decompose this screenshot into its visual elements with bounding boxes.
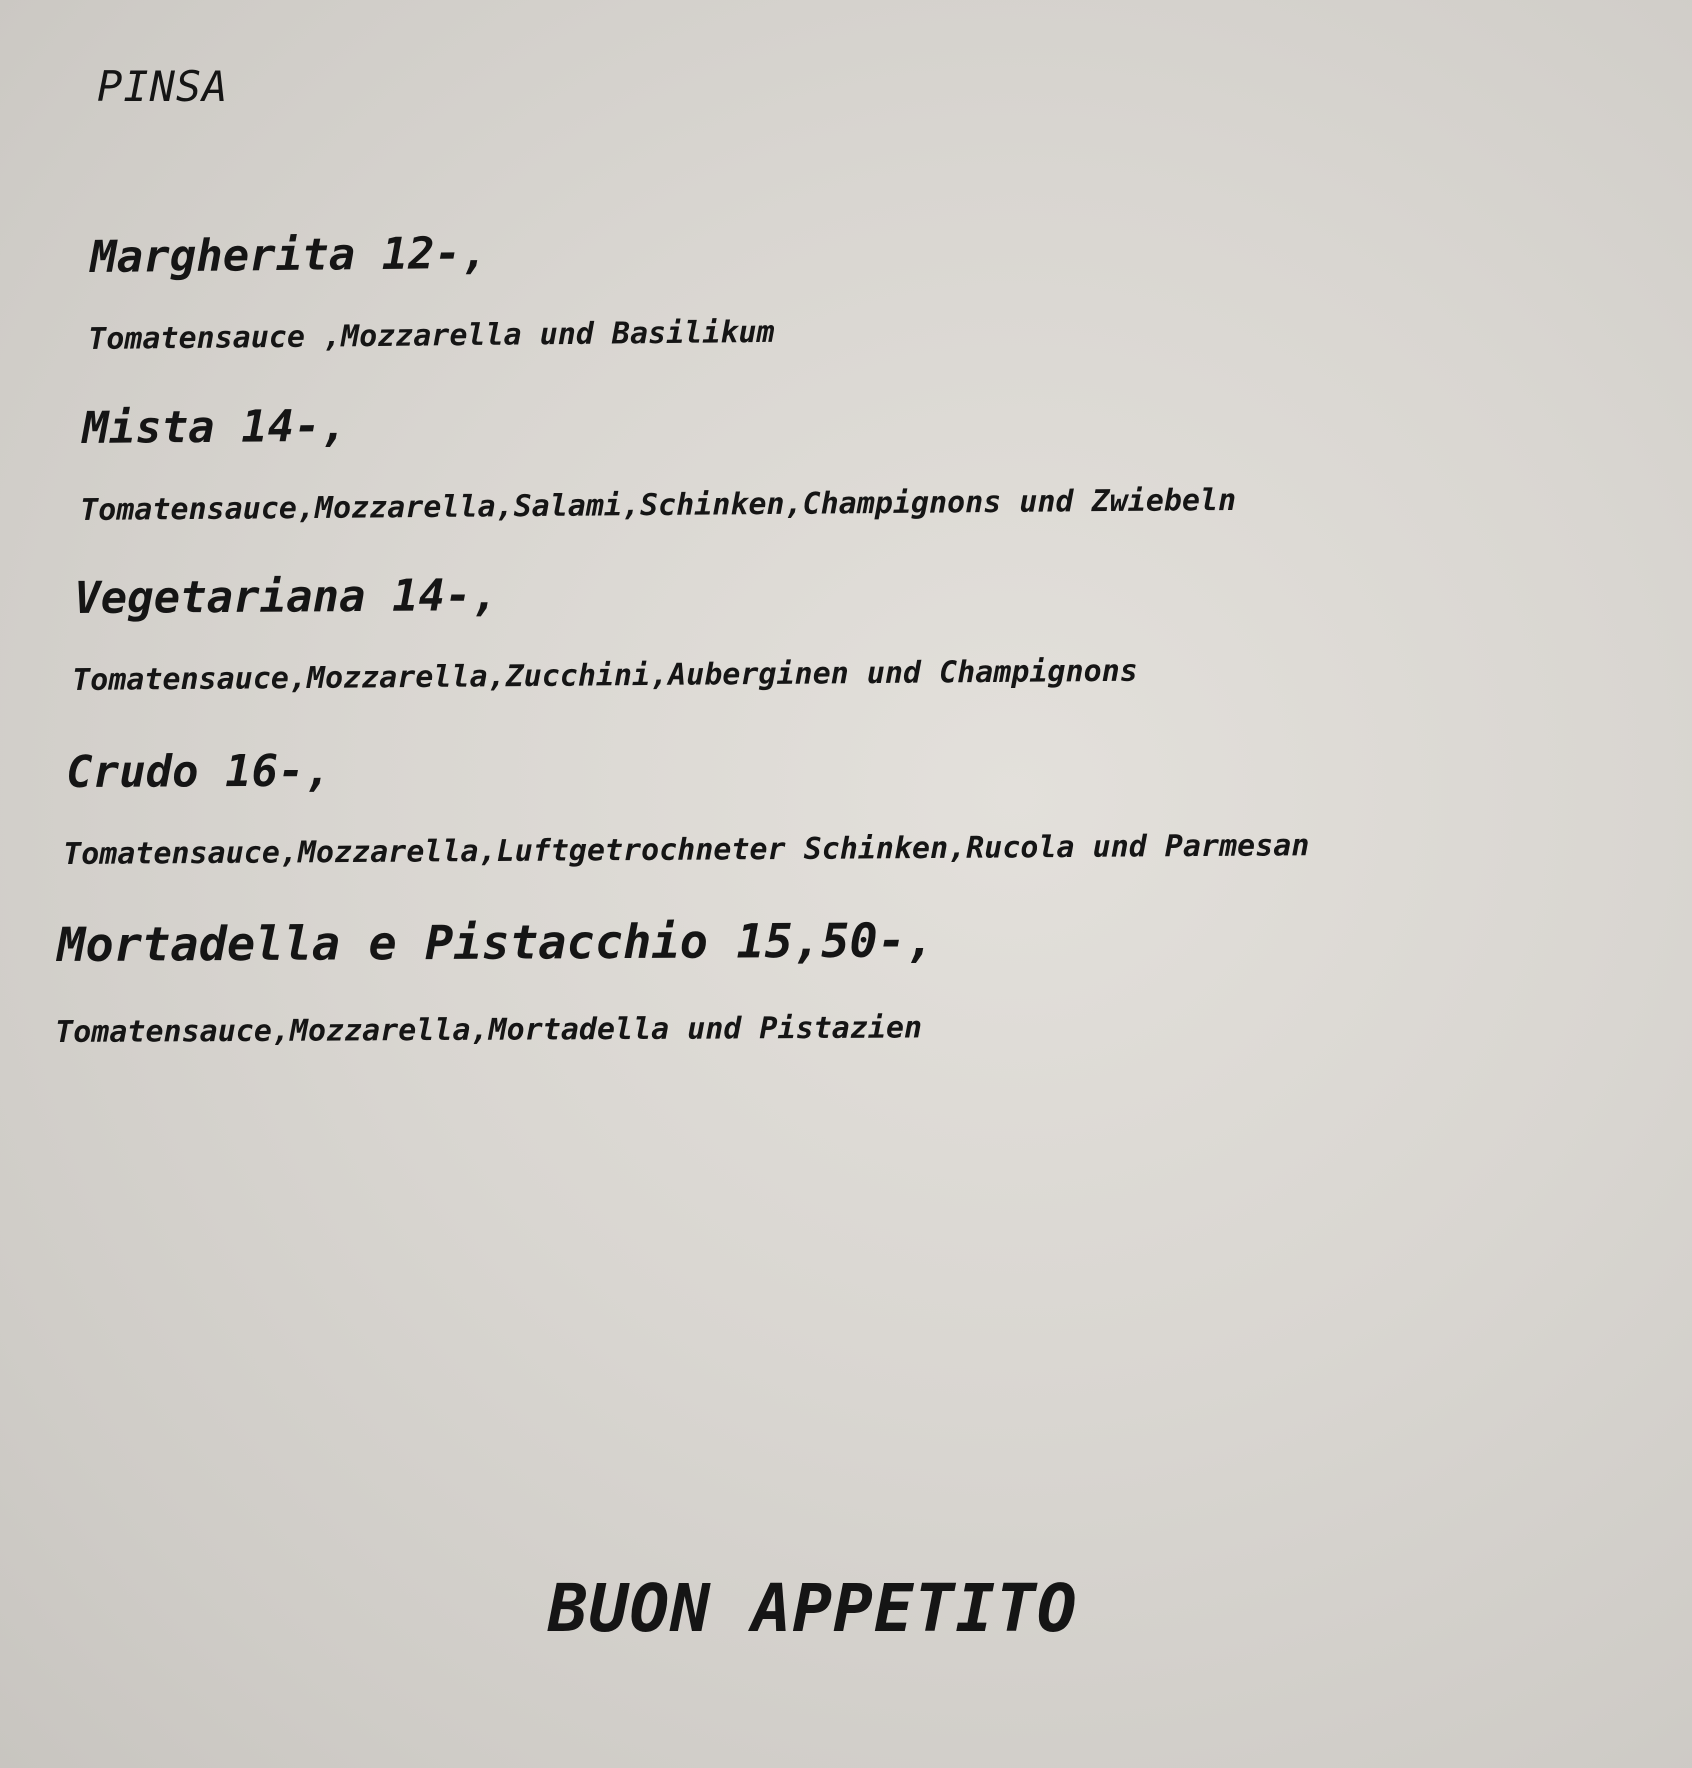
menu-item-ingredients: Tomatensauce,Mozzarella,Mortadella und Pistazien (55, 1010, 923, 1050)
closing-message: BUON APPETITO (548, 1570, 1078, 1647)
menu-item-ingredients: Tomatensauce,Mozzarella,Luftgetrochneter Schinken,Rucola und Parmesan (63, 828, 1310, 872)
menu-item-title: Mista 14-, (82, 400, 348, 454)
menu-item-ingredients: Tomatensauce,Mozzarella,Salami,Schinken,Champignons und Zwiebeln (80, 482, 1237, 528)
menu-heading: PINSA (97, 62, 229, 111)
menu-item-ingredients: Tomatensauce,Mozzarella,Zucchini,Auberginen und Champignons (72, 653, 1138, 698)
menu-item-title: Margherita 12-, (90, 227, 488, 283)
menu-item-title: Vegetariana 14-, (74, 570, 499, 624)
menu-item-title: Mortadella e Pistacchio 15,50-, (57, 913, 935, 973)
menu-item-ingredients: Tomatensauce ,Mozzarella und Basilikum (88, 314, 775, 357)
menu-item-title: Crudo 16-, (66, 745, 332, 798)
